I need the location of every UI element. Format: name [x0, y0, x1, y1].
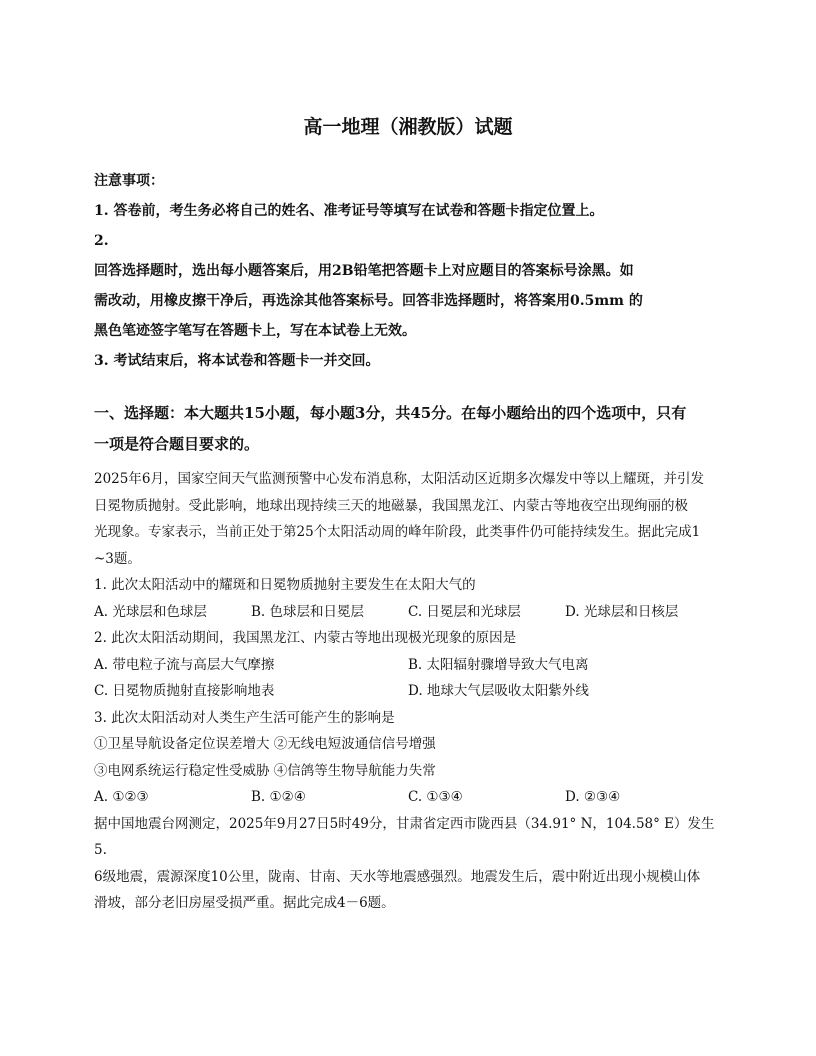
option-b: B. 太阳辐射骤增导致大气电离 [408, 656, 589, 673]
section-heading-line-2: 一项是符合题目要求的。 [94, 435, 260, 453]
section-heading [94, 398, 722, 460]
question-1-stem: 1. 此次太阳活动中的耀斑和日冕物质抛射主要发生在太阳大气的 [94, 577, 476, 593]
passage-2-line-3: 滑坡，部分老旧房屋受损严重。据此完成4－6题。 [94, 895, 395, 911]
question-2-options-row-2 [94, 678, 722, 705]
option-a: A. ①②③ [94, 789, 149, 805]
question-3-stem: 3. 此次太阳活动对人类生产生活可能产生的影响是 [94, 709, 395, 726]
notice-item-1: 1. 答卷前，考生务必将自己的姓名、准考证号等填写在试卷和答题卡指定位置上。 [94, 203, 604, 219]
passage-2 [94, 811, 722, 917]
option-c: C. 日冕层和光球层 [408, 603, 521, 620]
option-d: D. 光球层和日核层 [565, 603, 679, 620]
notice-heading: 注意事项： [94, 173, 164, 189]
question-3-items-line-2: ③电网系统运行稳定性受威胁 ④信鸽等生物导航能力失常 [94, 762, 436, 779]
option-b: B. 色球层和日冕层 [251, 603, 365, 620]
passage-1 [94, 466, 722, 572]
question-3-items-line-1: ①卫星导航设备定位误差增大 ②无线电短波通信信号增强 [94, 736, 436, 752]
notice-item-2-number: 2. [94, 233, 109, 249]
question-2-stem: 2. 此次太阳活动期间，我国黑龙江、内蒙古等地出现极光现象的原因是 [94, 630, 517, 646]
notice-item-2-line-2: 需改动，用橡皮擦干净后，再选涂其他答案标号。回答非选择题时，将答案用0.5mm 的 [94, 293, 643, 309]
notice-item-2-line-1: 回答选择题时，选出每小题答案后，用2B铅笔把答题卡上对应题目的答案标号涂黑。如 [94, 263, 634, 279]
option-a: A. 光球层和色球层 [94, 603, 207, 620]
question-3 [94, 705, 722, 811]
question-1 [94, 572, 722, 625]
passage-1-line-1: 2025年6月，国家空间天气监测预警中心发布消息称，太阳活动区近期多次爆发中等以上耀斑，并引发 [94, 471, 704, 487]
exam-body [94, 166, 722, 917]
option-c: C. ①③④ [408, 789, 463, 805]
option-d: D. ②③④ [565, 789, 621, 805]
passage-2-line-2: 6级地震，震源深度10公里，陇南、甘南、天水等地震感强烈。地震发生后，震中附近出现小规模山体 [94, 868, 701, 885]
passage-1-line-4: ~3题。 [94, 550, 141, 567]
option-a: A. 带电粒子流与高层大气摩擦 [94, 656, 275, 673]
question-1-options [94, 599, 722, 626]
question-2 [94, 625, 722, 705]
question-2-options-row-1 [94, 652, 722, 679]
passage-2-line-1: 据中国地震台网测定，2025年9月27日5时49分，甘肃省定西市陇西县（34.91° N，104.58° E）发生5. [94, 815, 715, 858]
option-b: B. ①②④ [251, 789, 306, 805]
passage-1-line-2: 日冕物质抛射。受此影响，地球出现持续三天的地磁暴，我国黑龙江、内蒙古等地夜空出现绚丽的极 [94, 497, 688, 514]
section-heading-line-1: 一、选择题：本大题共15小题，每小题3分，共45分。在每小题给出的四个选项中，只有 [94, 404, 687, 422]
passage-1-line-3: 光现象。专家表示，当前正处于第25个太阳活动周的峰年阶段，此类事件仍可能持续发生。据此完成1 [94, 524, 701, 540]
page-title: 高一地理（湘教版）试题 [303, 116, 513, 138]
option-c: C. 日冕物质抛射直接影响地表 [94, 683, 275, 699]
notice-item-3: 3. 考试结束后，将本试卷和答题卡一并交回。 [94, 353, 380, 369]
notice-item-2-line-3: 黑色笔迹签字笔写在答题卡上，写在本试卷上无效。 [94, 323, 416, 339]
question-3-options [94, 784, 722, 811]
option-d: D. 地球大气层吸收太阳紫外线 [408, 683, 589, 699]
